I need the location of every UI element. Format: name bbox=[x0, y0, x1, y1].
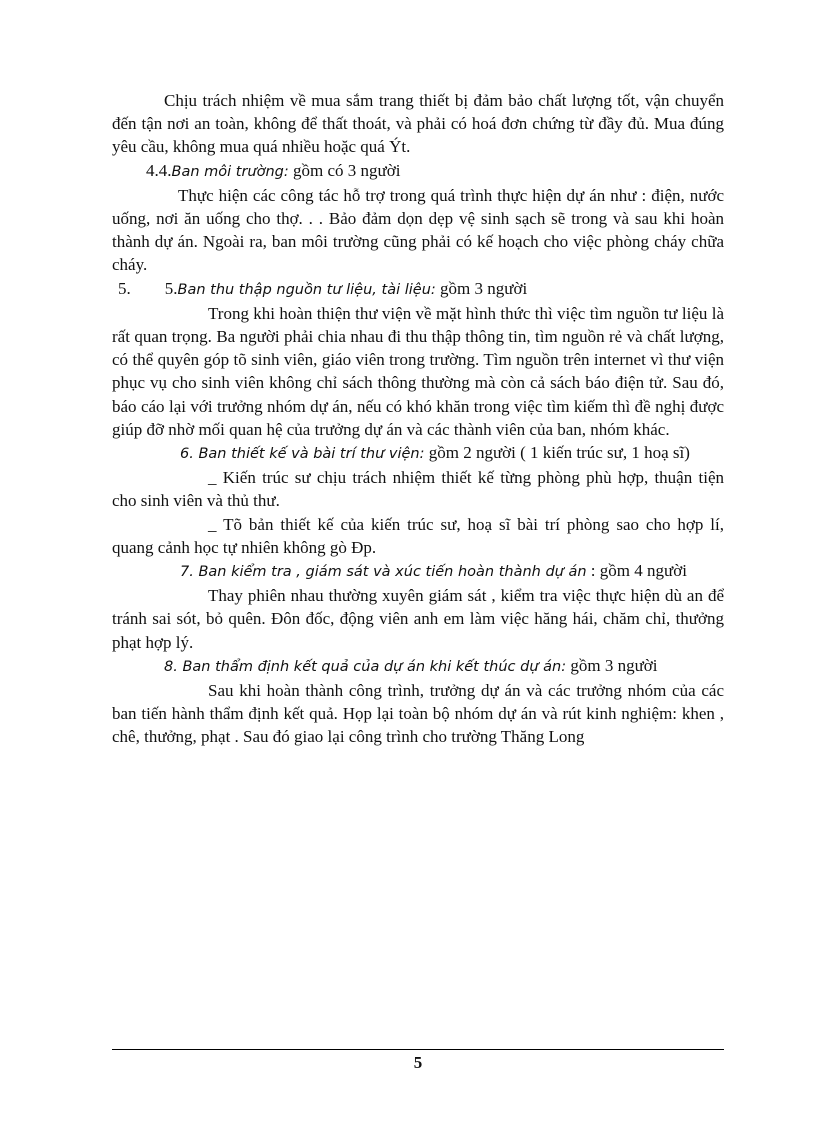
heading-design-board bbox=[112, 441, 724, 466]
paragraph-painter: _ Tõ bản thiết kế của kiến trúc sư, hoạ sĩ bài trí phòng sao cho hợp lí, quang cảnh học tự nhiên không gò Ðp. bbox=[112, 514, 724, 557]
heading-title: 6. Ban thiết kế và bài trí thư viện: bbox=[180, 446, 425, 463]
heading-title: 7. Ban kiểm tra , giám sát và xúc tiến hoàn thành dự án bbox=[180, 564, 587, 581]
heading-title: 8. Ban thẩm định kết quả của dự án khi kết thúc dự án: bbox=[164, 658, 567, 675]
page-number: 5 bbox=[413, 1053, 423, 1072]
heading-lead-number: 5. bbox=[118, 278, 131, 298]
paragraph-evaluation: Sau khi hoàn thành công trình, trưởng dự án và các trưởng nhóm của các ban tiến hành thẩm định kết quả. Họp lại toàn bộ nhóm dự án và rút kinh nghiệm: khen , chê, thưởng, phạt . Sau đó giao lại công trình cho trường Thăng Long bbox=[112, 681, 724, 747]
heading-number: 4.4. bbox=[146, 160, 172, 180]
heading-rest: gồm 3 người bbox=[566, 655, 658, 675]
heading-rest: gồm 3 người bbox=[435, 278, 528, 298]
paragraph-environment: Thực hiện các công tác hỗ trợ trong quá trình thực hiện dự án như : điện, nước uống, nơi ăn uống cho thợ. . . Bảo đảm dọn dẹp vệ sinh sạch sẽ trong và sau khi hoàn thành dự án. Ngoài ra, ban môi trường cũng phải có kế hoạch cho việc phòng cháy chữa cháy. bbox=[112, 185, 724, 275]
heading-inspection-board bbox=[112, 559, 724, 584]
heading-rest: gồm có 3 người bbox=[288, 160, 401, 180]
paragraph-procurement: Chịu trách nhiệm về mua sắm trang thiết bị đảm bảo chất lượng tốt, vận chuyển đến tận nơi an toàn, không để thất thoát, và phải có hoá đơn chứng từ đầy đủ. Mua đúng yêu cầu, không mua quá nhiều hoặc quá Ýt. bbox=[112, 91, 724, 157]
heading-number: 5. bbox=[164, 278, 178, 298]
footer-divider bbox=[112, 1049, 724, 1050]
paragraph-sources: Trong khi hoàn thiện thư viện về mặt hình thức thì việc tìm nguồn tư liệu là rất quan trọng. Ba người phải chia nhau đi thu thập thông tin, tìm nguồn rẻ và chất lượng, có thể quyên góp tõ sinh viên, giáo viên trong trường. Tìm nguồn trên internet vì thư viện phục vụ cho sinh viên không chỉ sách thông thường mà còn cả sách báo điện tử. Sau đó, báo cáo lại với trưởng nhóm dự án, nếu có khó khăn trong việc tìm kiếm thì đề nghị được giúp đỡ nhờ mối quan hệ của trưởng dự án và các thành viên của ban, nhóm khác. bbox=[112, 303, 724, 439]
heading-evaluation-board bbox=[112, 654, 724, 679]
heading-title: Ban môi trường: bbox=[171, 163, 289, 180]
paragraph-architect: _ Kiến trúc sư chịu trách nhiệm thiết kế từng phòng phù hợp, thuận tiện cho sinh viên và thủ thư. bbox=[112, 468, 724, 511]
heading-environment-board bbox=[112, 159, 724, 184]
heading-rest: gồm 2 người ( 1 kiến trúc sư, 1 hoạ sĩ) bbox=[424, 443, 690, 463]
paragraph-inspection: Thay phiên nhau thường xuyên giám sát , kiểm tra việc thực hiện dù an để tránh sai sót, bỏ quên. Đôn đốc, động viên anh em làm việc hăng hái, chăm chỉ, thưởng phạt hợp lý. bbox=[112, 586, 724, 652]
heading-rest: : gồm 4 người bbox=[586, 561, 687, 581]
page-body bbox=[112, 89, 724, 749]
heading-sources-board bbox=[112, 277, 724, 302]
heading-title: Ban thu thập nguồn tư liệu, tài liệu: bbox=[177, 281, 436, 298]
